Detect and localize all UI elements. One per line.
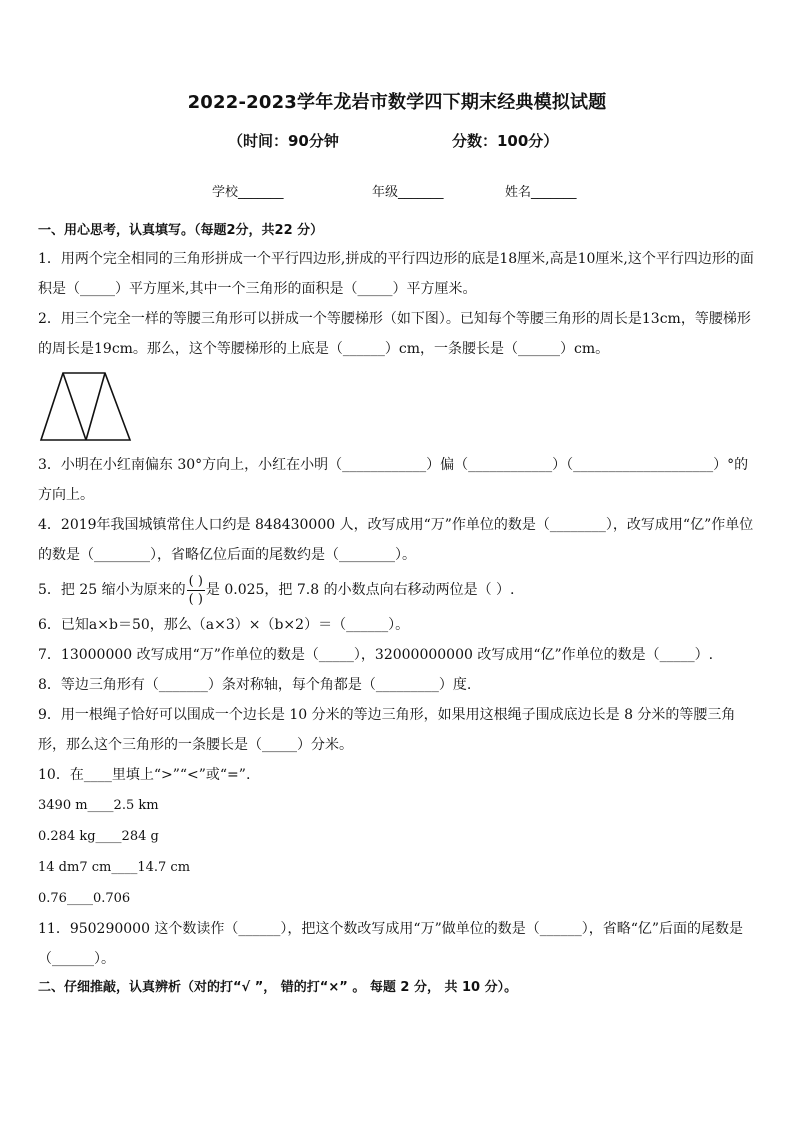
comparison-item: 0.76____0.706 bbox=[38, 891, 131, 906]
trapezoid-outline bbox=[41, 373, 130, 440]
question-1: 1．用两个完全相同的三角形拼成一个平行四边形,拼成的平行四边形的底是18厘米,高是10厘米,这个平行四边形的面积是（_____）平方厘米,其中一个三角形的面积是（_____）平方厘米。 bbox=[38, 251, 754, 297]
question-5 bbox=[38, 570, 760, 610]
time-limit: （时间：90分钟 bbox=[228, 132, 339, 150]
comparison-item: 3490 m____2.5 km bbox=[38, 798, 159, 813]
page-title: 2022-2023学年龙岩市数学四下期末经典模拟试题 bbox=[187, 92, 607, 113]
question-10: 10．在____里填上“>”“<”或“=”. bbox=[38, 767, 251, 783]
total-score: 分数：100分） bbox=[452, 132, 559, 150]
question-11: 11．950290000 这个数读作（______），把这个数改写成用“万”做单位的数是（______），省略“亿”后面的尾数是（______）。 bbox=[38, 921, 744, 967]
comparison-item: 0.284 kg____284 g bbox=[38, 829, 159, 844]
name-field: 姓名_______ bbox=[505, 185, 577, 200]
blank-fraction bbox=[187, 573, 205, 608]
question-5-prefix: 5．把 25 缩小为原来的 bbox=[38, 582, 186, 598]
inner-edge-left bbox=[63, 373, 86, 440]
question-4: 4．2019年我国城镇常住人口约是 848430000 人，改写成用“万”作单位的数是（________），改写成用“亿”作单位的数是（________），省略亿位后面的尾数约是（________）。 bbox=[38, 517, 754, 563]
trapezoid-figure bbox=[38, 368, 760, 448]
comparison-item: 14 dm7 cm____14.7 cm bbox=[38, 860, 191, 875]
question-6: 6．已知a×b＝50，那么（a×3）×（b×2）＝（______）。 bbox=[38, 617, 410, 633]
inner-edge-right bbox=[86, 373, 105, 440]
section-2-heading: 二、仔细推敲，认真辨析（对的打“√ ”， 错的打“×” 。 每题 2 分， 共 10 分）。 bbox=[38, 980, 518, 995]
fraction-denominator: ( ) bbox=[188, 591, 203, 607]
section-1-heading: 一、用心思考，认真填写。（每题2分，共22 分） bbox=[38, 223, 324, 238]
grade-field: 年级_______ bbox=[372, 185, 444, 200]
question-3: 3．小明在小红南偏东 30°方向上，小红在小明（____________）偏（____________）（____________________）°的方向上。 bbox=[38, 457, 749, 503]
question-5-suffix: 是 0.025，把 7.8 的小数点向右移动两位是（ ）. bbox=[205, 582, 515, 598]
question-8: 8．等边三角形有（_______）条对称轴，每个角都是（_________）度. bbox=[38, 677, 472, 693]
question-9: 9．用一根绳子恰好可以围成一个边长是 10 分米的等边三角形，如果用这根绳子围成底边长是 8 分米的等腰三角形，那么这个三角形的一条腰长是（_____）分米。 bbox=[38, 707, 736, 753]
exam-content bbox=[38, 218, 760, 1002]
trapezoid-diagram bbox=[38, 368, 138, 448]
question-7: 7．13000000 改写成用“万”作单位的数是（_____），32000000000 改写成用“亿”作单位的数是（_____）. bbox=[38, 647, 714, 663]
school-field: 学校_______ bbox=[212, 185, 284, 200]
fraction-numerator: ( ) bbox=[188, 573, 203, 589]
question-2: 2．用三个完全一样的等腰三角形可以拼成一个等腰梯形（如下图）。已知每个等腰三角形的周长是13cm，等腰梯形的周长是19cm。那么，这个等腰梯形的上底是（______）cm，一条腰长是（______）cm。 bbox=[38, 311, 751, 357]
